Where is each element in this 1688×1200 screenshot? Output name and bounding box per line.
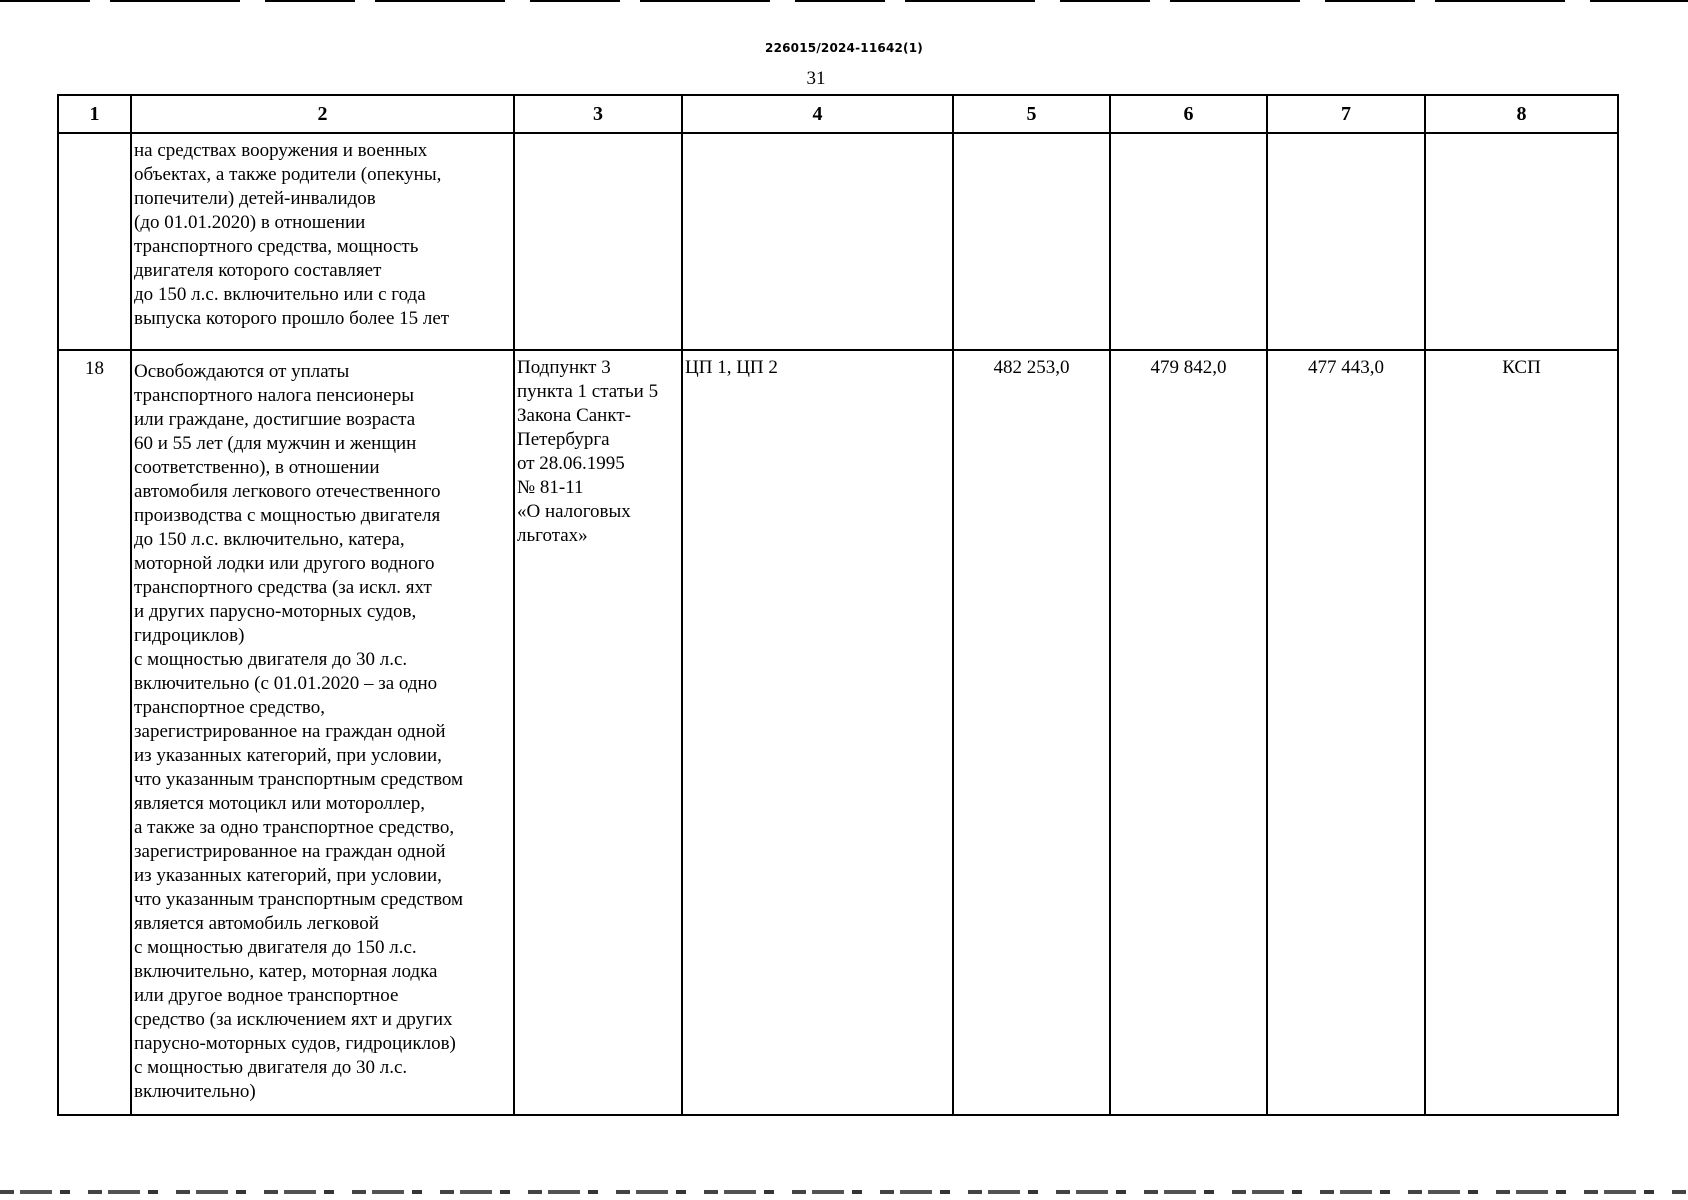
value-column-6 (1110, 133, 1267, 350)
program-goals (682, 133, 953, 350)
column-header-2: 2 (131, 95, 514, 133)
value-column-7 (1267, 133, 1425, 350)
scan-edge-top (0, 0, 1688, 2)
row-number (58, 133, 131, 350)
curator-code: КСП (1425, 350, 1618, 1115)
curator-code (1425, 133, 1618, 350)
value-column-7: 477 443,0 (1267, 350, 1425, 1115)
table-header-row (58, 95, 1618, 133)
document-registration-number: 226015/2024-11642(1) (765, 41, 923, 55)
table-row (58, 350, 1618, 1115)
column-header-3: 3 (514, 95, 682, 133)
value-column-5: 482 253,0 (953, 350, 1110, 1115)
benefit-description: на средствах вооружения и военных объектах, а также родители (опекуны, попечители) детей-инвалидов (до 01.01.2020) в отношении транспортного средства, мощность двигателя которого составляет до 150 л.с. включительно или с года выпуска которого прошло более 15 лет (131, 133, 514, 350)
legal-basis: Подпункт 3 пункта 1 статьи 5 Закона Санкт- Петербурга от 28.06.1995 № 81-11 «О налоговых льготах» (514, 350, 682, 1115)
column-header-1: 1 (58, 95, 131, 133)
column-header-4: 4 (682, 95, 953, 133)
page-number: 31 (806, 68, 826, 89)
table-row (58, 133, 1618, 350)
scan-edge-bottom (0, 1190, 1688, 1194)
column-header-5: 5 (953, 95, 1110, 133)
scan-edge-top-right (1648, 0, 1688, 2)
legal-basis (514, 133, 682, 350)
program-goals: ЦП 1, ЦП 2 (682, 350, 953, 1115)
column-header-8: 8 (1425, 95, 1618, 133)
benefit-description: Освобождаются от уплаты транспортного налога пенсионеры или граждане, достигшие возраста 60 и 55 лет (для мужчин и женщин соответственно), в отношении автомобиля легкового отечественного производства с мощностью двигателя до 150 л.с. включительно, катера, моторной лодки или другого водного транспортного средства (за искл. яхт и других парусно-моторных судов, гидроциклов) с мощностью двигателя до 30 л.с. включительно (с 01.01.2020 – за одно транспортное средство, зарегистрированное на граждан одной из указанных категорий, при условии, что указанным транспортным средством является мотоцикл или мотороллер, а также за одно транспортное средство, зарегистрированное на граждан одной из указанных категорий, при условии, что указанным транспортным средством является автомобиль легковой с мощностью двигателя до 150 л.с. включительно, катер, моторная лодка или другое водное транспортное средство (за исключением яхт и других парусно-моторных судов, гидроциклов) с мощностью двигателя до 30 л.с. включительно) (131, 350, 514, 1115)
row-number: 18 (58, 350, 131, 1115)
benefits-table (57, 94, 1619, 1116)
value-column-5 (953, 133, 1110, 350)
value-column-6: 479 842,0 (1110, 350, 1267, 1115)
column-header-7: 7 (1267, 95, 1425, 133)
column-header-6: 6 (1110, 95, 1267, 133)
